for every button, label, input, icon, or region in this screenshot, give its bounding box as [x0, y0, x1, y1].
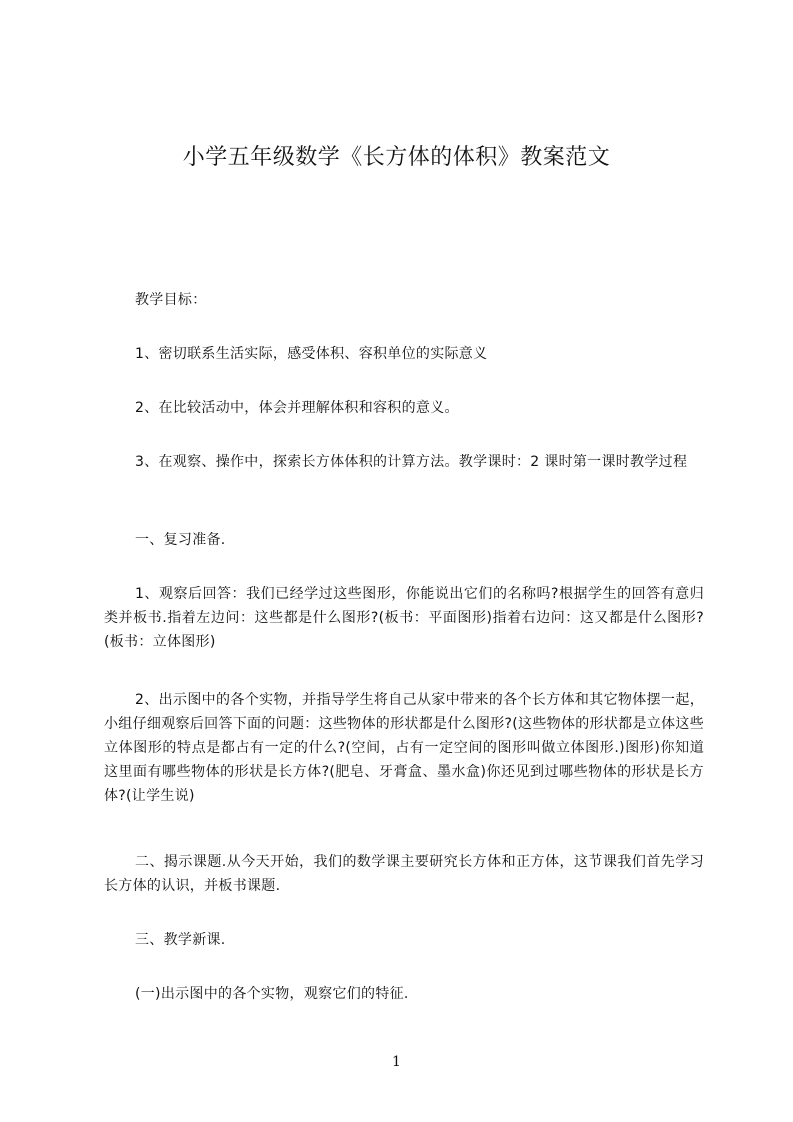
- paragraph-section-review: 一、复习准备.: [135, 532, 226, 548]
- paragraph-goal-1: 1、密切联系生活实际，感受体积、容积单位的实际意义: [135, 346, 488, 362]
- paragraph-goal-3: 3、在观察、操作中，探索长方体体积的计算方法。教学课时：2 课时第一课时教学过程: [135, 454, 688, 470]
- paragraph-review-2: 2、出示图中的各个实物，并指导学生将自己从家中带来的各个长方体和其它物体摆一起，小组仔细观察后回答下面的问题：这些物体的形状都是什么图形?(这些物体的形状都是立体这些立体图形的特点是都占有一定的什么?(空间，占有一定空间的图形叫做立体图形.)图形)你知道这里面有哪些物体的形状是长方体?(肥皂、牙膏盒、墨水盒)你还见到过哪些物体的形状是长方体?(让学生说): [104, 692, 704, 804]
- paragraph-teaching-goals: 教学目标：: [135, 292, 207, 308]
- document-title: 小学五年级数学《长方体的体积》教案范文: [182, 145, 611, 170]
- paragraph-section-new-lesson: 三、教学新课.: [135, 932, 226, 948]
- page-number: 1: [392, 1054, 401, 1070]
- paragraph-subsection-1: (一)出示图中的各个实物，观察它们的特征.: [135, 986, 409, 1002]
- paragraph-goal-2: 2、在比较活动中，体会并理解体积和容积的意义。: [135, 400, 459, 416]
- paragraph-review-1: 1、观察后回答：我们已经学过这些图形，你能说出它们的名称吗?根据学生的回答有意归类并板书.指着左边问：这些都是什么图形?(板书：平面图形)指着右边问：这又都是什么图形?(板书：立体图形): [104, 586, 704, 650]
- paragraph-section-topic: 二、揭示课题.从今天开始，我们的数学课主要研究长方体和正方体，这节课我们首先学习长方体的认识，并板书课题.: [104, 854, 704, 894]
